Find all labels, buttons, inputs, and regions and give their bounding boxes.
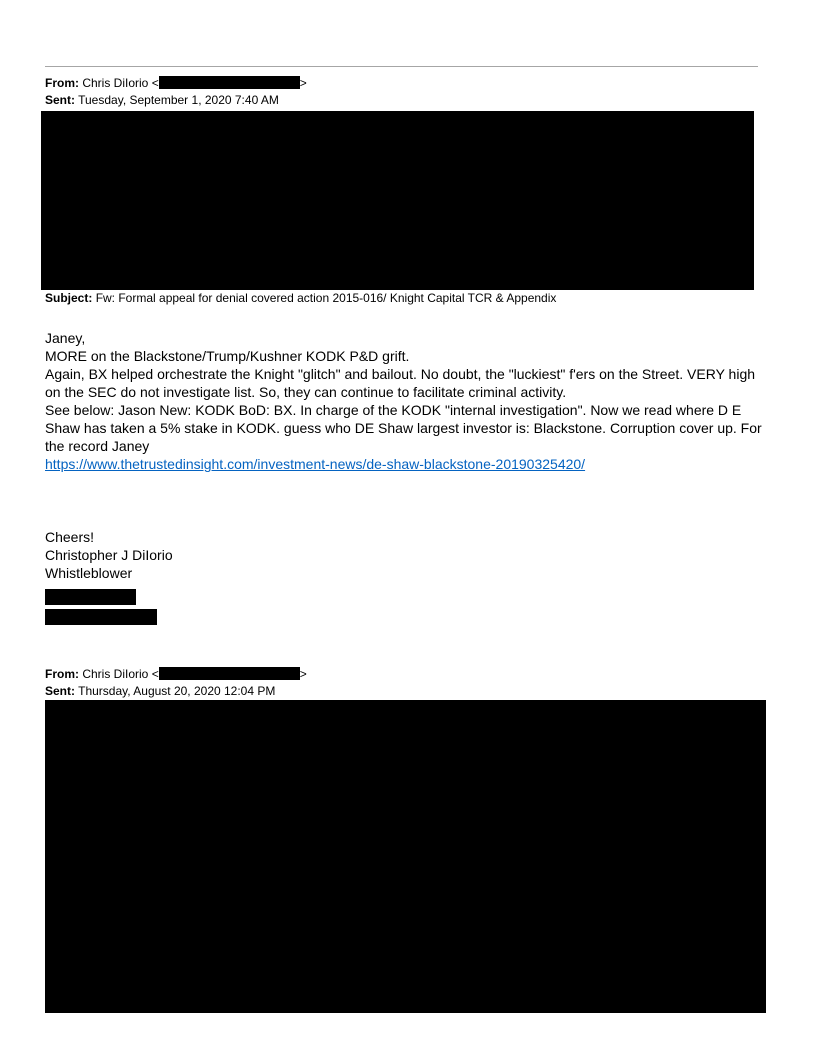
email1-subject-line: [45, 291, 556, 306]
redacted-signature-line-1: [45, 589, 136, 605]
email2-sent-line: [45, 684, 275, 699]
email1-sent-line: [45, 93, 279, 108]
message-body: [45, 329, 770, 473]
from-name: Chris DiIorio <: [82, 76, 159, 90]
redacted-recipients-block: [41, 111, 754, 290]
from-name-2: Chris DiIorio <: [82, 667, 159, 681]
signature: [45, 528, 770, 582]
from-label-2: From:: [45, 667, 79, 681]
separator-line: [45, 66, 758, 67]
redacted-email-address: [159, 76, 300, 89]
sent-value-2: Thursday, August 20, 2020 12:04 PM: [78, 684, 276, 698]
from-close: >: [299, 76, 307, 90]
closing: Cheers!: [45, 529, 95, 545]
subject-value: Fw: Formal appeal for denial covered action 2015-016/ Knight Capital TCR & Appendix: [95, 291, 557, 305]
subject-label: Subject:: [45, 291, 93, 305]
signature-name: Christopher J DiIorio: [45, 547, 173, 563]
redacted-body-block: [45, 700, 766, 1013]
redacted-signature-line-2: [45, 609, 157, 625]
sent-value: Tuesday, September 1, 2020 7:40 AM: [78, 93, 279, 107]
message-paragraph-2: Again, BX helped orchestrate the Knight "glitch" and bailout. No doubt, the "luckiest" f'ers on the Street. VERY high on the SEC do not investigate list. So, they can continue to facilitate criminal activity.: [45, 366, 756, 400]
message-line-1: MORE on the Blackstone/Trump/Kushner KODK P&D grift.: [45, 348, 410, 364]
signature-title: Whistleblower: [45, 565, 133, 581]
sent-label-2: Sent:: [45, 684, 75, 698]
message-paragraph-3: See below: Jason New: KODK BoD: BX. In charge of the KODK "internal investigation". Now we read where D E Shaw has taken a 5% stake in KODK. guess who DE Shaw largest investor is: Blackstone. Corruption cover up. For the record Janey: [45, 402, 762, 454]
email1-from-line: [45, 76, 307, 91]
salutation: Janey,: [45, 330, 86, 346]
redacted-email-address-2: [159, 667, 300, 680]
from-close-2: >: [299, 667, 307, 681]
article-link[interactable]: https://www.thetrustedinsight.com/investment-news/de-shaw-blackstone-20190325420/: [45, 456, 586, 472]
email2-from-line: [45, 667, 307, 682]
from-label: From:: [45, 76, 79, 90]
sent-label: Sent:: [45, 93, 75, 107]
